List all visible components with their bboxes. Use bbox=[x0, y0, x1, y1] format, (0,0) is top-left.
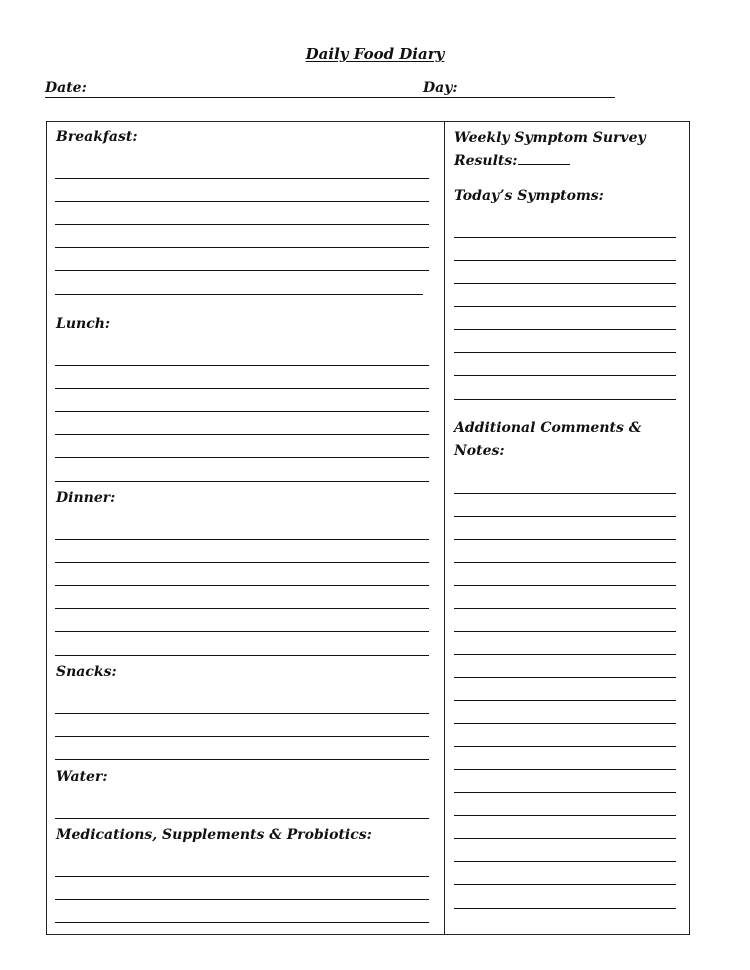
breakfast-line[interactable] bbox=[55, 294, 423, 295]
comments-line[interactable] bbox=[454, 539, 676, 540]
breakfast-line[interactable] bbox=[55, 270, 429, 271]
symptoms-line[interactable] bbox=[454, 329, 676, 330]
comments-line[interactable] bbox=[454, 677, 676, 678]
comments-line[interactable] bbox=[454, 838, 676, 839]
breakfast-line[interactable] bbox=[55, 224, 429, 225]
comments-line[interactable] bbox=[454, 562, 676, 563]
comments-line[interactable] bbox=[454, 723, 676, 724]
lunch-line[interactable] bbox=[55, 481, 429, 482]
breakfast-line[interactable] bbox=[55, 178, 429, 179]
water-line[interactable] bbox=[55, 818, 429, 819]
dinner-label: Dinner: bbox=[56, 490, 116, 506]
medications-line[interactable] bbox=[55, 899, 429, 900]
comments-line[interactable] bbox=[454, 769, 676, 770]
date-label: Date: bbox=[45, 80, 87, 96]
comments-line[interactable] bbox=[454, 815, 676, 816]
dinner-line[interactable] bbox=[55, 608, 429, 609]
medications-line[interactable] bbox=[55, 876, 429, 877]
snacks-line[interactable] bbox=[55, 736, 429, 737]
snacks-line[interactable] bbox=[55, 759, 429, 760]
breakfast-line[interactable] bbox=[55, 201, 429, 202]
symptoms-line[interactable] bbox=[454, 283, 676, 284]
water-label: Water: bbox=[56, 769, 108, 785]
survey-results-field[interactable] bbox=[518, 150, 570, 165]
dinner-line[interactable] bbox=[55, 655, 429, 656]
medications-line[interactable] bbox=[55, 922, 429, 923]
column-divider bbox=[444, 121, 445, 935]
symptoms-line[interactable] bbox=[454, 399, 676, 400]
comments-line[interactable] bbox=[454, 792, 676, 793]
dinner-line[interactable] bbox=[55, 539, 429, 540]
comments-line[interactable] bbox=[454, 908, 676, 909]
lunch-line[interactable] bbox=[55, 434, 429, 435]
comments-line[interactable] bbox=[454, 585, 676, 586]
symptoms-line[interactable] bbox=[454, 306, 676, 307]
symptoms-line[interactable] bbox=[454, 237, 676, 238]
medications-label: Medications, Supplements & Probiotics: bbox=[56, 827, 372, 843]
survey-label-line2 bbox=[454, 150, 646, 173]
diary-box bbox=[46, 121, 690, 935]
dinner-line[interactable] bbox=[55, 631, 429, 632]
comments-line[interactable] bbox=[454, 608, 676, 609]
snacks-label: Snacks: bbox=[56, 664, 117, 680]
comments-line[interactable] bbox=[454, 700, 676, 701]
comments-line[interactable] bbox=[454, 746, 676, 747]
survey-results-label: Results: bbox=[454, 153, 518, 169]
lunch-line[interactable] bbox=[55, 457, 429, 458]
survey-label bbox=[454, 127, 646, 173]
comments-line[interactable] bbox=[454, 884, 676, 885]
symptoms-label: Today’s Symptoms: bbox=[454, 188, 604, 204]
day-field-line[interactable] bbox=[423, 97, 615, 98]
symptoms-line[interactable] bbox=[454, 375, 676, 376]
comments-label-line2: Notes: bbox=[454, 443, 505, 459]
symptoms-line[interactable] bbox=[454, 260, 676, 261]
comments-line[interactable] bbox=[454, 631, 676, 632]
comments-line[interactable] bbox=[454, 516, 676, 517]
symptoms-line[interactable] bbox=[454, 352, 676, 353]
comments-label-line1: Additional Comments & bbox=[454, 420, 642, 436]
comments-line[interactable] bbox=[454, 654, 676, 655]
comments-line[interactable] bbox=[454, 493, 676, 494]
comments-label bbox=[454, 417, 641, 463]
dinner-line[interactable] bbox=[55, 585, 429, 586]
dinner-line[interactable] bbox=[55, 562, 429, 563]
comments-line[interactable] bbox=[454, 861, 676, 862]
breakfast-line[interactable] bbox=[55, 247, 429, 248]
lunch-label: Lunch: bbox=[56, 316, 111, 332]
lunch-line[interactable] bbox=[55, 411, 429, 412]
lunch-line[interactable] bbox=[55, 388, 429, 389]
lunch-line[interactable] bbox=[55, 365, 429, 366]
day-label: Day: bbox=[423, 80, 458, 96]
snacks-line[interactable] bbox=[55, 713, 429, 714]
survey-label-line1: Weekly Symptom Survey bbox=[454, 130, 646, 146]
breakfast-label: Breakfast: bbox=[56, 129, 138, 145]
date-field-line[interactable] bbox=[45, 97, 423, 98]
page-title: Daily Food Diary bbox=[305, 45, 445, 63]
